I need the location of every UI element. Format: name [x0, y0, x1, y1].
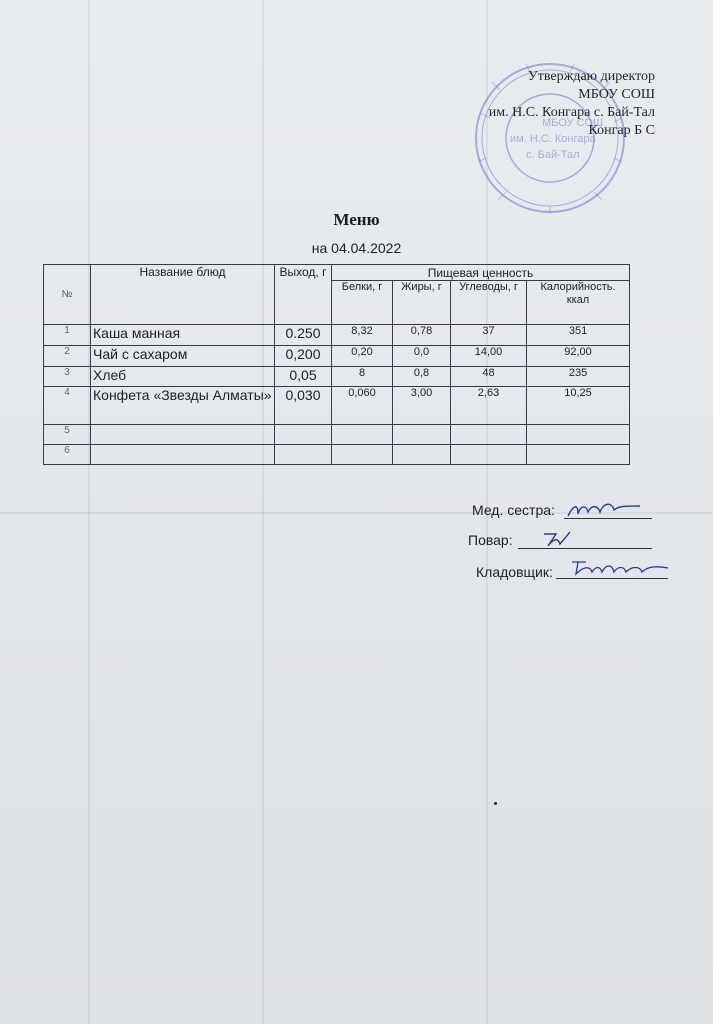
dish-calories	[527, 445, 630, 465]
dish-name: Хлеб	[91, 367, 275, 387]
header-fat: Жиры, г	[393, 281, 451, 325]
dish-carbs: 37	[451, 325, 527, 346]
dish-fat	[393, 425, 451, 445]
nurse-signature-line	[472, 502, 555, 518]
dish-output: 0,030	[275, 387, 332, 425]
dish-fat: 0,0	[393, 346, 451, 367]
seal-text-1: МБОУ СОШ	[542, 117, 603, 129]
dish-protein: 0,20	[332, 346, 393, 367]
header-nutrition: Пищевая ценность	[332, 265, 630, 281]
cook-signature-line	[468, 532, 513, 548]
dish-name: Конфета «Звезды Алматы»	[91, 387, 275, 425]
dish-fat: 3,00	[393, 387, 451, 425]
cook-label: Повар:	[468, 532, 513, 548]
dish-carbs	[451, 425, 527, 445]
dish-protein	[332, 445, 393, 465]
approval-block	[489, 68, 655, 140]
table-row	[44, 325, 630, 346]
header-carbs: Углеводы, г	[451, 281, 527, 325]
cook-signature	[540, 528, 574, 552]
dish-name	[91, 425, 275, 445]
row-num: 3	[44, 367, 91, 387]
dish-protein	[332, 425, 393, 445]
storekeeper-signature	[568, 558, 672, 578]
dish-calories: 92,00	[527, 346, 630, 367]
storekeeper-label: Кладовщик:	[476, 564, 553, 580]
header-calories: Калорийность. ккал	[527, 281, 630, 325]
row-num: 2	[44, 346, 91, 367]
dish-fat	[393, 445, 451, 465]
dish-calories: 351	[527, 325, 630, 346]
table-row	[44, 387, 630, 425]
dish-output: 0,200	[275, 346, 332, 367]
table-row	[44, 425, 630, 445]
dish-protein: 8	[332, 367, 393, 387]
dish-carbs: 2,63	[451, 387, 527, 425]
dish-carbs	[451, 445, 527, 465]
row-num: 6	[44, 445, 91, 465]
page-title: Меню	[333, 210, 380, 229]
storekeeper-underline	[556, 578, 668, 579]
ink-dot	[494, 802, 497, 805]
row-num: 5	[44, 425, 91, 445]
dish-name	[91, 445, 275, 465]
dish-calories: 10,25	[527, 387, 630, 425]
table-row	[44, 367, 630, 387]
seal-text-2: им. Н.С. Конгара	[510, 133, 596, 145]
dish-output: 0,05	[275, 367, 332, 387]
dish-name: Чай с сахаром	[91, 346, 275, 367]
dish-protein: 8,32	[332, 325, 393, 346]
dish-protein: 0,060	[332, 387, 393, 425]
row-num: 1	[44, 325, 91, 346]
dish-fat: 0,78	[393, 325, 451, 346]
menu-date: на 04.04.2022	[311, 240, 402, 256]
approval-line-4: Конгар Б С	[588, 123, 655, 138]
row-num: 4	[44, 387, 91, 425]
dish-name: Каша манная	[91, 325, 275, 346]
header-num: №	[44, 265, 91, 325]
dish-calories	[527, 425, 630, 445]
dish-carbs: 14,00	[451, 346, 527, 367]
dish-output: 0.250	[275, 325, 332, 346]
dish-carbs: 48	[451, 367, 527, 387]
header-protein: Белки, г	[332, 281, 393, 325]
menu-table	[43, 264, 630, 465]
dish-fat: 0,8	[393, 367, 451, 387]
nurse-signature	[566, 500, 642, 522]
table-row	[44, 346, 630, 367]
approval-line-1: Утверждаю директор	[527, 69, 655, 84]
dish-calories: 235	[527, 367, 630, 387]
dish-output	[275, 425, 332, 445]
approval-line-2: МБОУ СОШ	[578, 87, 655, 102]
nurse-label: Мед. сестра:	[472, 502, 555, 518]
cook-underline	[518, 548, 652, 549]
storekeeper-signature-line	[476, 564, 553, 580]
dish-output	[275, 445, 332, 465]
approval-line-3: им. Н.С. Конгара с. Бай-Тал	[488, 105, 655, 120]
seal-text-3: с. Бай-Тал	[526, 149, 580, 161]
header-name: Название блюд	[91, 265, 275, 325]
table-row	[44, 445, 630, 465]
header-output: Выход, г	[275, 265, 332, 325]
